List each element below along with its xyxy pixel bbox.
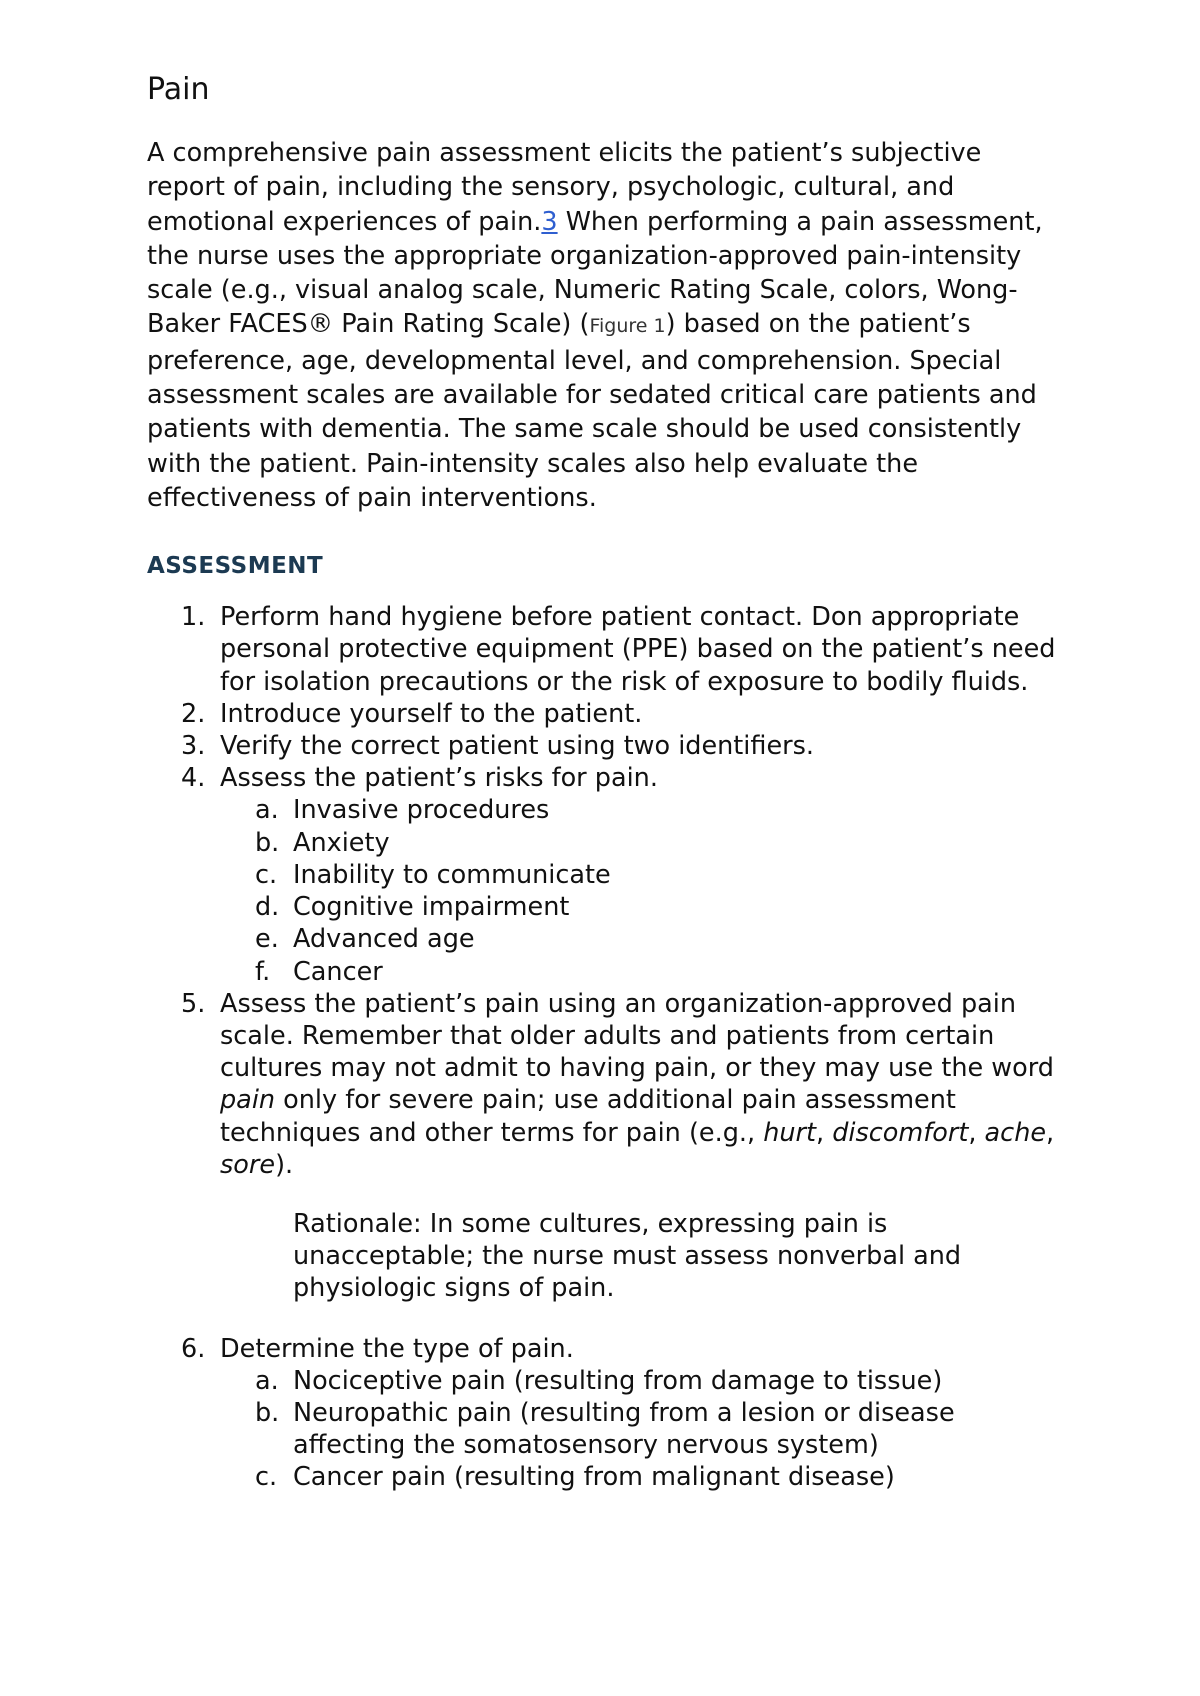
separator: ,: [816, 1117, 833, 1148]
sub-item: [220, 827, 1067, 859]
step-item: [147, 698, 1067, 730]
step-text: Perform hand hygiene before patient contact. Don appropriate personal protective equipment (PPE) based on the patient’s need for isolation precautions or the risk of exposure to bodily fluids.: [220, 602, 1056, 697]
sub-text: Inability to communicate: [293, 859, 611, 890]
italic-term: ache: [984, 1117, 1047, 1148]
sub-letter: f.: [255, 956, 271, 987]
sub-text: Cognitive impairment: [293, 892, 570, 923]
sub-letter: c.: [255, 1462, 278, 1493]
sub-item: [220, 1365, 1067, 1397]
separator: ,: [968, 1117, 985, 1148]
sub-item: [220, 1461, 1067, 1493]
sub-letter: a.: [255, 795, 279, 826]
italic-term: hurt: [763, 1117, 817, 1148]
sub-letter: b.: [255, 1397, 280, 1428]
sub-letter: c.: [255, 859, 278, 890]
sub-text: Nociceptive pain (resulting from damage to tissue): [293, 1365, 943, 1396]
step-item: [147, 730, 1067, 762]
step-text: Determine the type of pain.: [220, 1333, 574, 1364]
sub-letter: b.: [255, 827, 280, 858]
intro-text-1: A comprehensive pain assessment elicits the patient’s subjective report of pain, including the sensory, psychologic, cultural, and emotional experiences of pain.: [147, 138, 982, 237]
reference-link[interactable]: 3: [541, 206, 558, 237]
step-text-part: ).: [275, 1149, 294, 1180]
step-text: Introduce yourself to the patient.: [220, 698, 643, 729]
intro-paragraph: [147, 136, 1067, 515]
page-title: Pain: [147, 72, 210, 107]
step-item: [147, 601, 1067, 698]
sub-letter: d.: [255, 892, 280, 923]
sub-item: [220, 923, 1067, 955]
sub-item: [220, 891, 1067, 923]
step-text: Assess the patient’s risks for pain.: [220, 763, 658, 794]
step-number: 4.: [181, 763, 206, 794]
sub-item: [220, 956, 1067, 988]
document-page: [147, 70, 1067, 1494]
sub-item: [220, 1397, 1067, 1461]
step-number: 6.: [181, 1333, 206, 1364]
step-item: [147, 1333, 1067, 1494]
step-number: 5.: [181, 988, 206, 1019]
step-text: [220, 989, 1054, 1180]
sub-text: Cancer: [293, 956, 383, 987]
italic-term: discomfort: [832, 1117, 969, 1148]
pain-type-list: [220, 1365, 1067, 1494]
step-item: [147, 988, 1067, 1305]
sub-text: Advanced age: [293, 924, 475, 955]
assessment-steps: [147, 601, 1067, 1493]
italic-term: sore: [220, 1149, 276, 1180]
step-number: 2.: [181, 698, 206, 729]
figure-reference[interactable]: Figure 1: [589, 315, 666, 338]
italic-term: pain: [220, 1085, 276, 1116]
rationale-text: Rationale: In some cultures, expressing pain is unacceptable; the nurse must assess nonverbal and physiologic signs of pain.: [293, 1208, 962, 1304]
step-text: Verify the correct patient using two identifiers.: [220, 731, 815, 762]
sub-text: Invasive procedures: [293, 795, 550, 826]
intro-text-3: ) based on the patient’s preference, age, developmental level, and comprehension. Special assessment scales are available for sedated critical care patients and patients with dementia. The same scale should be used consistently with the patient. Pain-intensity scales also help evaluate the effectiveness of pain interventions.: [147, 309, 1037, 513]
step-number: 1.: [181, 602, 206, 633]
step-text-part: only for severe pain; use additional pain assessment techniques and other terms for pain (e.g.,: [220, 1085, 956, 1148]
risk-list: [220, 794, 1067, 987]
sub-text: Anxiety: [293, 827, 390, 858]
sub-text: Cancer pain (resulting from malignant disease): [293, 1462, 895, 1493]
step-text-part: Assess the patient’s pain using an organization-approved pain scale. Remember that older adults and patients from certain cultures may not admit to having pain, or they may use the word: [220, 988, 1054, 1084]
section-heading: ASSESSMENT: [147, 553, 324, 580]
step-item: [147, 762, 1067, 987]
separator: ,: [1046, 1117, 1055, 1148]
intro-text-2: When performing a pain assessment, the nurse uses the appropriate organization-approved pain-intensity scale (e.g., visual analog scale, Numeric Rating Scale, colors, Wong-Baker FACES® Pain Rating Scale) (: [147, 206, 1043, 340]
sub-letter: a.: [255, 1365, 279, 1396]
step-number: 3.: [181, 731, 206, 762]
sub-item: [220, 859, 1067, 891]
sub-item: [220, 794, 1067, 826]
sub-letter: e.: [255, 924, 279, 955]
sub-text: Neuropathic pain (resulting from a lesion or disease affecting the somatosensory nervous system): [293, 1397, 955, 1461]
